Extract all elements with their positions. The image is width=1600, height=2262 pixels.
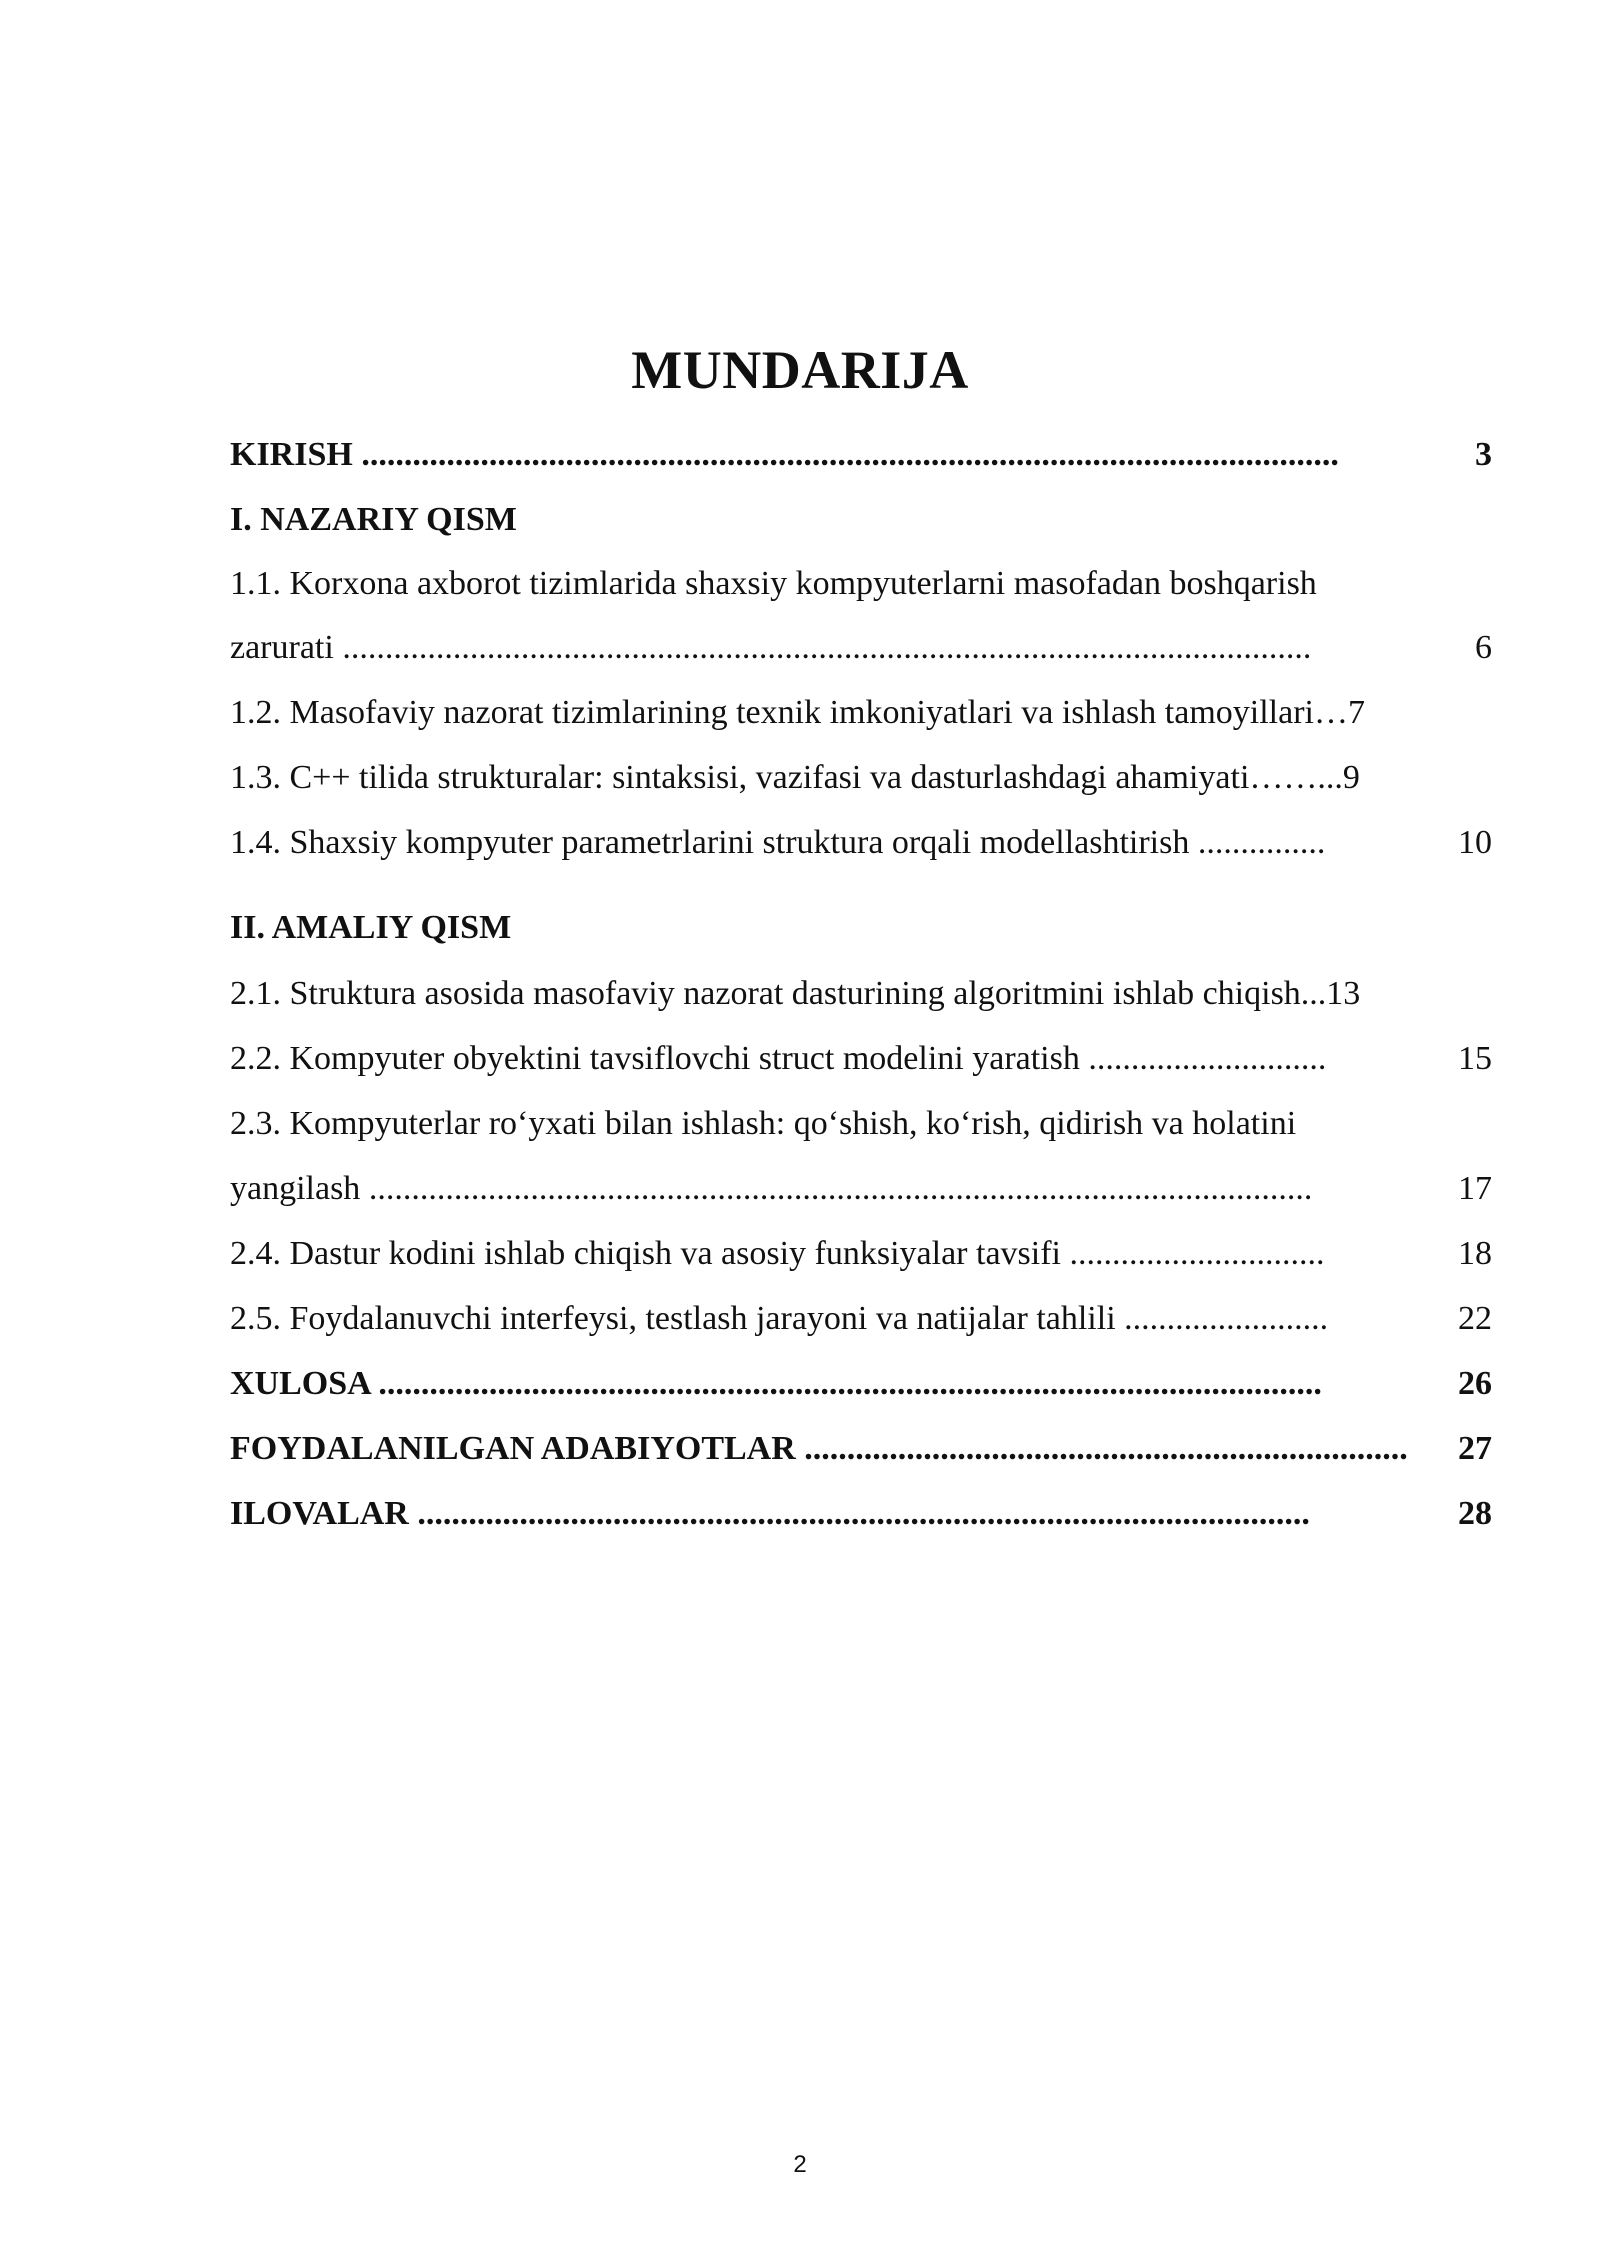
toc-dots: ............................................................................................................... (378, 1365, 1322, 1402)
toc-part-label: I. NAZARIY QISM (230, 501, 517, 538)
toc-leader-dots (230, 815, 1492, 871)
toc-entry-kirish[interactable] (230, 427, 1492, 483)
toc-page-number: 18 (1456, 1226, 1492, 1282)
toc-entry-adabiyotlar[interactable] (230, 1421, 1492, 1477)
toc-entry-2-3[interactable] (230, 1096, 1492, 1152)
toc-page-number: 10 (1456, 815, 1492, 871)
toc-entry-label: 1.3. C++ tilida strukturalar: sintaksisi, vazifasi va dasturlashdagi ahamiyati……...9 (230, 759, 1360, 796)
toc-leader-dots (230, 1356, 1492, 1412)
toc-page-number: 22 (1456, 1291, 1492, 1347)
toc-entry-2-5[interactable] (230, 1291, 1492, 1347)
toc-leader-dots (230, 1226, 1492, 1282)
toc-dots: ............................................................................................................... (368, 1170, 1313, 1207)
toc-entry-2-4[interactable] (230, 1226, 1492, 1282)
toc-leader-dots (230, 620, 1492, 676)
toc-page-number: 28 (1456, 1486, 1492, 1542)
toc-entry-2-2[interactable] (230, 1031, 1492, 1087)
toc-page-number: 27 (1456, 1421, 1492, 1477)
toc-entry-1-4[interactable] (230, 815, 1492, 871)
toc-entry-label: 2.4. Dastur kodini ishlab chiqish va asosiy funksiyalar tavsifi (230, 1235, 1070, 1272)
toc-entry-ilovalar[interactable] (230, 1486, 1492, 1542)
toc-page-number: 3 (1473, 427, 1492, 483)
toc-entry-label: KIRISH (230, 436, 362, 473)
toc-entry-label: 2.5. Foydalanuvchi interfeysi, testlash jarayoni va natijalar tahlili (230, 1300, 1125, 1337)
toc-dots: ................................................................................................................... (361, 436, 1339, 473)
toc-entry-label: XULOSA (230, 1365, 379, 1402)
toc-dots: ............................ (1088, 1040, 1327, 1077)
toc-leader-dots (230, 1421, 1492, 1477)
toc-entry-label: 1.1. Korxona axborot tizimlarida shaxsiy kompyuterlarni masofadan boshqarish (230, 565, 1317, 602)
toc-entry-1-1-continued[interactable] (230, 620, 1492, 676)
page-title: MUNDARIJA (631, 340, 969, 400)
toc-part-heading-2[interactable] (230, 900, 1492, 956)
toc-leader-dots (230, 427, 1492, 483)
toc-dots: .............................. (1069, 1235, 1325, 1272)
toc-entry-xulosa[interactable] (230, 1356, 1492, 1412)
toc-dots: ............... (1197, 824, 1326, 861)
toc-entry-label: 2.1. Struktura asosida masofaviy nazorat dasturining algoritmini ishlab chiqish...13 (230, 975, 1361, 1012)
toc-leader-dots (230, 1291, 1492, 1347)
toc-page-number: 26 (1456, 1356, 1492, 1412)
toc-entry-label: FOYDALANILGAN ADABIYOTLAR (230, 1430, 805, 1467)
toc-entry-label: yangilash (230, 1170, 369, 1207)
toc-page-number: 6 (1473, 620, 1492, 676)
toc-entry-label: 2.3. Kompyuterlar ro‘yxati bilan ishlash: qo‘shish, ko‘rish, qidirish va holatini (230, 1105, 1297, 1142)
toc-dots: ....................................................................... (804, 1430, 1408, 1467)
toc-entry-label: 1.4. Shaxsiy kompyuter parametrlarini struktura orqali modellashtirish (230, 824, 1198, 861)
toc-entry-label: 2.2. Kompyuter obyektini tavsiflovchi struct modelini yaratish (230, 1040, 1089, 1077)
toc-dots: ........................ (1124, 1300, 1329, 1337)
toc-entry-2-3-continued[interactable] (230, 1161, 1492, 1217)
toc-leader-dots (230, 1486, 1492, 1542)
toc-entry-label: zarurati (230, 629, 343, 666)
toc-part-heading-1[interactable] (230, 492, 1492, 548)
page-number: 2 (793, 2151, 807, 2178)
toc-page-number: 17 (1456, 1161, 1492, 1217)
toc-entry-2-1[interactable] (230, 966, 1492, 1022)
toc-entry-1-1[interactable] (230, 556, 1492, 612)
toc-entry-1-3[interactable] (230, 750, 1492, 806)
toc-part-label: II. AMALIY QISM (230, 909, 512, 946)
toc-dots: ......................................................................................................... (417, 1495, 1310, 1532)
toc-entry-label: 1.2. Masofaviy nazorat tizimlarining texnik imkoniyatlari va ishlash tamoyillari…7 (230, 694, 1365, 731)
toc-page-number: 15 (1456, 1031, 1492, 1087)
toc-entry-1-2[interactable] (230, 685, 1492, 741)
toc-entry-label: ILOVALAR (230, 1495, 418, 1532)
toc-leader-dots (230, 1161, 1492, 1217)
toc-leader-dots (230, 1031, 1492, 1087)
toc-dots: .................................................................................................................. (342, 629, 1312, 666)
